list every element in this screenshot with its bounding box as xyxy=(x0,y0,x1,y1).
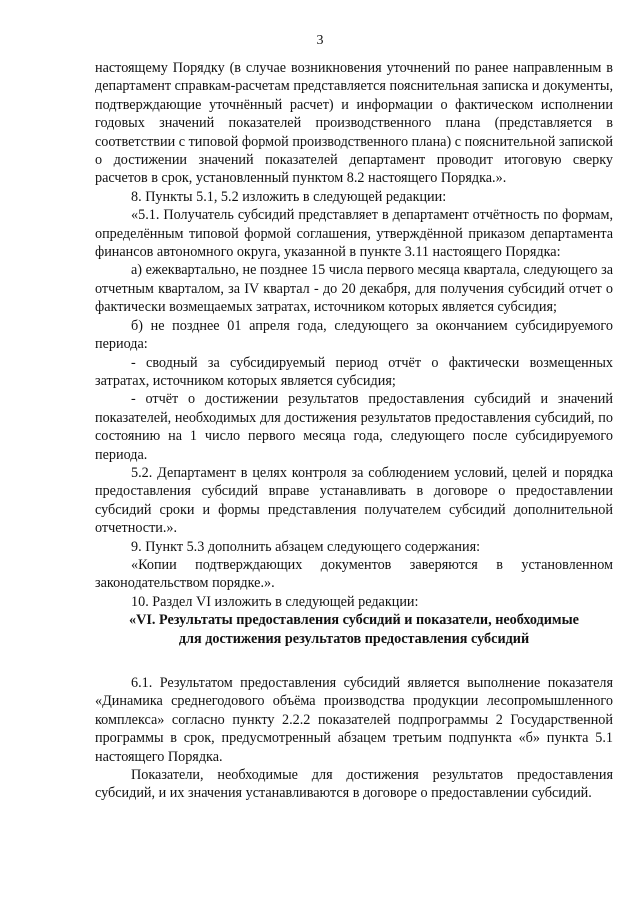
paragraph: - сводный за субсидируемый период отчёт о фактически возмещенных затратах, источником которых является субсидия; xyxy=(95,354,613,389)
paragraph: - отчёт о достижении результатов предоставления субсидий и значений показателей, необходимых для достижения результатов предоставления субсидий, по состоянию на 1 число первого месяца года, следующего после субсидируемого периода. xyxy=(95,391,613,463)
paragraph: 6.1. Результатом предоставления субсидий является выполнение показателя «Динамика среднегодового объёма производства продукции лесопромышленного комплекса» согласно пункту 2.2.2 показателей подпрограммы 2 Государственной программы в срок, предусмотренный абзацем третьим подпункта «б» пункта 5.1 настоящего Порядка. xyxy=(95,675,613,765)
paragraph: «5.1. Получатель субсидий представляет в департамент отчётность по формам, определённым типовой формой соглашения, утверждённой приказом департамента финансов автономного округа, указанной в пункте 3.11 настоящего Порядка: xyxy=(95,207,613,261)
paragraph: 10. Раздел VI изложить в следующей редакции: xyxy=(131,593,419,610)
page-number: 3 xyxy=(316,33,324,48)
paragraph: 5.2. Департамент в целях контроля за соблюдением условий, целей и порядка предоставления субсидий вправе устанавливать в договоре о предоставлении субсидий сроки и формы представления получателем субсидий дополнительной отчетности.». xyxy=(95,464,613,537)
paragraph: а) ежеквартально, не позднее 15 числа первого месяца квартала, следующего за отчетным кварталом, за IV квартал - до 20 декабря, для получения субсидий отчет о фактически возмещаемых затратах, источником которых является субсидия; xyxy=(95,262,613,316)
paragraph: настоящему Порядку (в случае возникновения уточнений по ранее направленным в департамент справкам-расчетам представляется пояснительная записка и документы, подтверждающие уточнённый расчет) и информации о фактическом исполнении годовых значений показателей производственного плана (представляется в соответствии с типовой формой производственного плана) с пояснительной запиской о достижении значений показателей департамент проводит итоговую сверку расчетов в срок, установленный пунктом 8.2 настоящего Порядка.». xyxy=(95,60,613,187)
paragraph: Показатели, необходимые для достижения результатов предоставления субсидий, и их значения устанавливаются в договоре о предоставлении субсидий. xyxy=(95,767,613,802)
paragraph: 8. Пункты 5.1, 5.2 изложить в следующей редакции: xyxy=(131,188,447,205)
section-heading-line-1: «VI. Результаты предоставления субсидий и показатели, необходимые xyxy=(129,612,579,629)
spacer xyxy=(95,648,613,674)
paragraph: б) не позднее 01 апреля года, следующего за окончанием субсидируемого периода: xyxy=(95,317,613,353)
document-body xyxy=(95,59,613,803)
paragraph: «Копии подтверждающих документов заверяются в установленном законодательством порядке.». xyxy=(95,556,613,592)
section-heading-line-2: для достижения результатов предоставления субсидий xyxy=(178,630,530,647)
paragraph: 9. Пункт 5.3 дополнить абзацем следующего содержания: xyxy=(131,538,481,555)
